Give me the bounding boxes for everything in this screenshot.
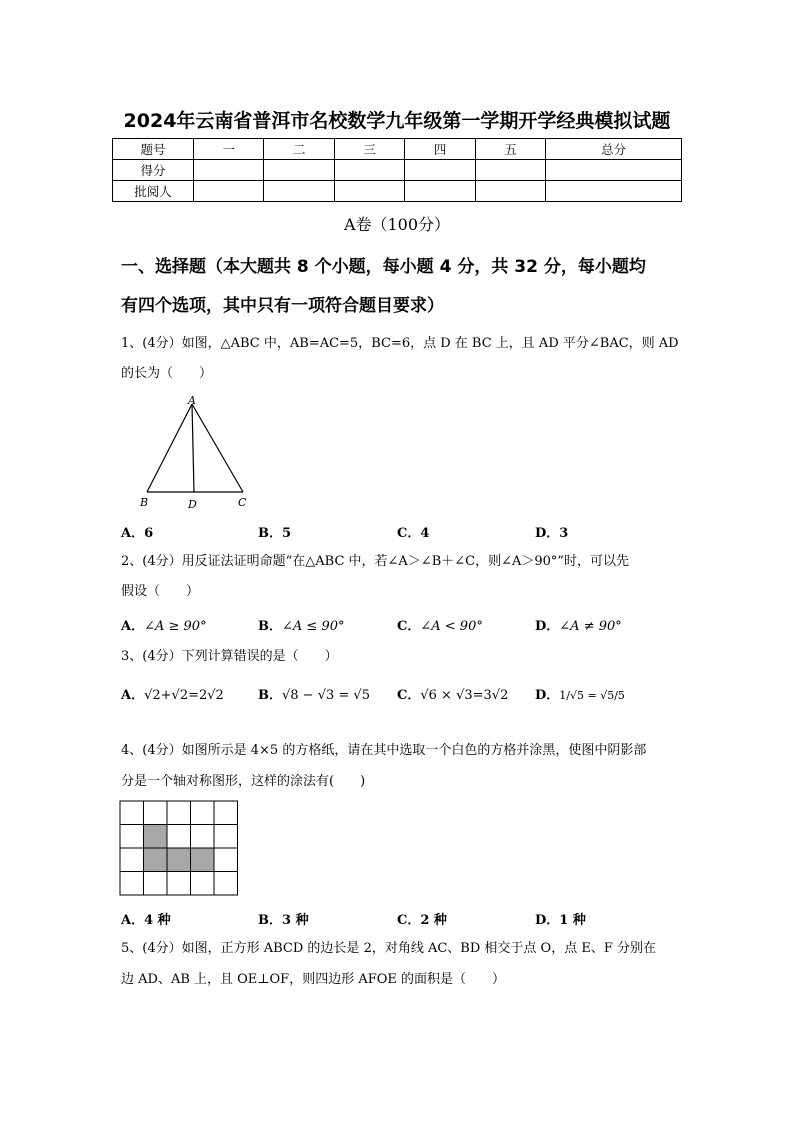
grid-cell[interactable] [214,825,238,849]
table-cell: 三 [334,139,404,160]
grid-cell[interactable] [214,801,238,825]
q2-option-c[interactable]: C．∠A < 90° [397,619,483,634]
grid-cell[interactable] [120,825,144,849]
grid-cell[interactable] [191,825,215,849]
label-b: B [140,496,149,509]
table-cell: 题号 [113,139,194,160]
q2-option-b[interactable]: B．∠A ≤ 90° [258,619,345,634]
table-cell[interactable] [264,160,334,181]
table-cell: 批阅人 [113,181,194,202]
q2-option-d[interactable]: D．∠A ≠ 90° [535,619,622,634]
table-cell: 二 [264,139,334,160]
q4-option-d[interactable]: D．1 种 [535,913,586,928]
section-heading-line2: 有四个选项，其中只有一项符合题目要求） [121,296,444,316]
q3-option-c[interactable]: C．√6 × √3=3√2 [397,688,509,703]
table-cell: 总分 [546,139,682,160]
grid-cell[interactable] [120,872,144,896]
q3-option-d[interactable]: D．1/√5 = √5/5 [535,688,625,703]
table-cell: 一 [194,139,264,160]
q2-text-line1: 2、(4分）用反证法证明命题“在△ABC 中，若∠A＞∠B＋∠C，则∠A＞90°”时，可以先 [121,554,630,569]
q1-text-line2: 的长为（ ） [121,366,213,381]
score-table [112,138,682,202]
q4-option-a[interactable]: A．4 种 [121,913,171,928]
table-cell[interactable] [194,181,264,202]
q1-option-c[interactable]: C．4 [397,526,430,541]
table-cell: 四 [405,139,475,160]
grid-cell[interactable] [120,848,144,872]
q1-option-a[interactable]: A．6 [121,526,154,541]
grid-cell[interactable] [144,801,168,825]
table-cell[interactable] [546,160,682,181]
q4-option-b[interactable]: B．3 种 [258,913,309,928]
section-heading-line1: 一、选择题（本大题共 8 个小题，每小题 4 分，共 32 分，每小题均 [121,257,646,277]
q1-triangle-figure [136,394,256,514]
grid-cell[interactable] [167,825,191,849]
grid-cell[interactable] [167,872,191,896]
table-cell[interactable] [334,160,404,181]
q4-text-line1: 4、(4分）如图所示是 4×5 的方格纸，请在其中选取一个白色的方格并涂黑，使图中阴影部 [121,743,647,758]
volume-heading: A卷（100分） [343,215,451,234]
grid-cell-shaded [191,848,215,872]
grid-cell[interactable] [214,848,238,872]
q4-option-c[interactable]: C．2 种 [397,913,447,928]
side-ab [147,404,192,492]
side-ac [192,404,243,492]
grid-cell[interactable] [191,872,215,896]
q2-option-a[interactable]: A．∠A ≥ 90° [121,619,207,634]
segment-ad [192,404,194,492]
table-cell[interactable] [546,181,682,202]
table-cell[interactable] [405,181,475,202]
grid-cell[interactable] [144,872,168,896]
q3-option-a[interactable]: A．√2+√2=2√2 [121,688,224,703]
table-cell: 五 [475,139,545,160]
grid-cell[interactable] [214,872,238,896]
q2-text-line2: 假设（ ） [121,584,200,599]
table-cell[interactable] [405,160,475,181]
label-c: C [238,496,247,509]
label-a: A [188,394,196,407]
grid-cell-shaded [144,825,168,849]
q1-text-line1: 1、(4分）如图，△ABC 中，AB=AC=5，BC=6，点 D 在 BC 上，且 AD 平分∠BAC，则 AD [121,336,679,351]
grid-cell[interactable] [120,801,144,825]
table-cell[interactable] [264,181,334,202]
page-title: 2024年云南省普洱市名校数学九年级第一学期开学经典模拟试题 [123,110,671,132]
q5-text-line1: 5、(4分）如图，正方形 ABCD 的边长是 2，对角线 AC、BD 相交于点 O，点 E、F 分别在 [121,941,656,956]
q3-option-b[interactable]: B．√8 − √3 = √5 [258,688,370,703]
q5-text-line2: 边 AD、AB 上，且 OE⊥OF，则四边形 AFOE 的面积是（ ） [121,972,506,987]
q4-grid-figure [119,800,242,898]
q1-option-b[interactable]: B．5 [258,526,292,541]
table-row [113,139,682,160]
table-cell[interactable] [475,160,545,181]
table-row [113,181,682,202]
grid-cell-shaded [167,848,191,872]
table-cell[interactable] [194,160,264,181]
grid-cell-shaded [144,848,168,872]
table-cell[interactable] [475,181,545,202]
table-cell[interactable] [334,181,404,202]
grid-cell[interactable] [167,801,191,825]
label-d: D [188,498,197,511]
q1-option-d[interactable]: D．3 [535,526,569,541]
table-cell: 得分 [113,160,194,181]
table-row [113,160,682,181]
q4-text-line2: 分是一个轴对称图形，这样的涂法有( ) [121,774,366,789]
q3-text-line1: 3、(4分）下列计算错误的是（ ） [121,649,338,664]
grid-cell[interactable] [191,801,215,825]
